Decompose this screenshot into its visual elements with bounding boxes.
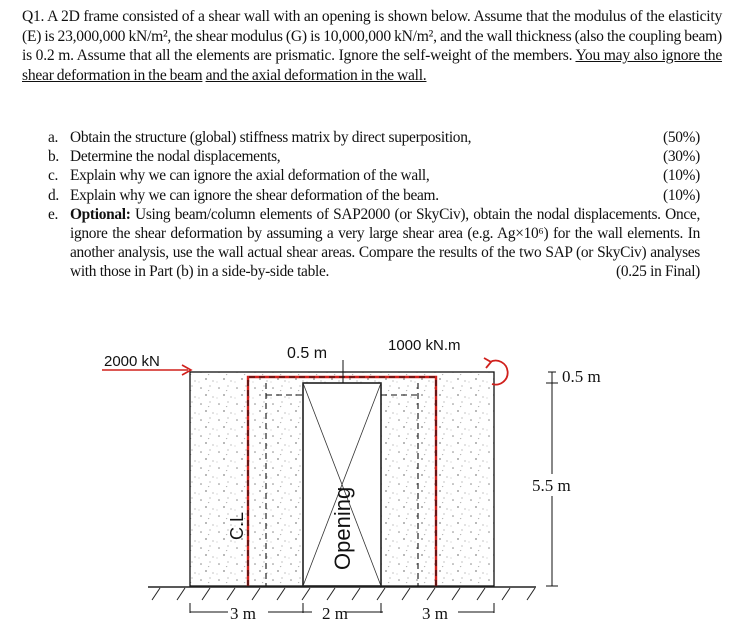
task-text: Explain why we can ignore the axial deformation of the wall,: [70, 167, 430, 185]
dim-mid-label: 2 m: [322, 604, 348, 623]
task-weight: (30%): [663, 148, 700, 166]
centerline-label: C.L: [227, 511, 247, 540]
intro-line-2: modulus of the elasticity (E) is 23,000,000 kN/m², the shear modulus (G) is 10,000,000 kN/m², and: [22, 8, 722, 45]
intro-line-4: Ignore the self-weight of the members.: [338, 47, 576, 65]
task-letter: d.: [48, 186, 59, 204]
task-letter: e.: [48, 205, 59, 223]
task-a: [48, 128, 700, 147]
task-text: Explain why we can ignore the shear deformation of the beam.: [70, 186, 439, 204]
task-letter: b.: [48, 148, 59, 166]
task-letter: c.: [48, 167, 59, 185]
intro-line-1: Q1. A 2D frame consisted of a shear wall with an opening is shown below. Assume that the: [22, 8, 571, 25]
dim-left-label: 3 m: [230, 604, 256, 623]
underlined-instruction-1: You may also ignore the shear deformation in the beam: [22, 47, 723, 84]
intro-line-3: the wall thickness (also the coupling beam) is 0.2 m. Assume that all the elements are prismatic.: [22, 27, 723, 65]
height-label: 5.5 m: [532, 476, 571, 495]
task-text: Determine the nodal displacements,: [70, 148, 281, 166]
task-list: [48, 128, 700, 282]
dim-right-label: 3 m: [422, 604, 448, 623]
task-e: [48, 205, 700, 282]
task-e-body: Using beam/column elements of SAP2000 (or SkyCiv), obtain the nodal displacements. Once, ignore the shear deformation by assuming a very large shear area (e.g. Ag×10⁶) for the wall elements. In another analysis, use the wall actual shear areas. Compare the results of the two SAP (or SkyCiv) analyses with those in Part (b) in a side-by-side table.: [70, 205, 700, 281]
task-d: [48, 186, 700, 205]
task-text: [70, 205, 700, 282]
right-depth-label: 0.5 m: [562, 367, 601, 386]
task-weight: (50%): [663, 129, 700, 146]
task-c: [48, 166, 700, 185]
moment-label: 1000 kN.m: [388, 337, 461, 354]
shear-wall-figure: [0, 330, 746, 641]
problem-statement: [22, 7, 722, 85]
task-letter: a.: [48, 129, 59, 146]
task-b: [48, 147, 700, 166]
beam-depth-marker-right: [548, 372, 556, 383]
beam-depth-label: 0.5 m: [287, 345, 328, 362]
ground-support: [148, 587, 536, 600]
underlined-instruction-2: and the axial deformation in the wall.: [205, 66, 427, 84]
optional-label: Optional:: [70, 205, 131, 223]
task-text: Obtain the structure (global) stiffness matrix by direct superposition,: [70, 129, 472, 146]
load-label: 2000 kN: [104, 353, 160, 370]
task-weight: (10%): [663, 167, 700, 185]
task-weight: (0.25 in Final): [616, 263, 700, 281]
task-weight: (10%): [663, 186, 700, 204]
opening-label: Opening: [330, 486, 355, 570]
